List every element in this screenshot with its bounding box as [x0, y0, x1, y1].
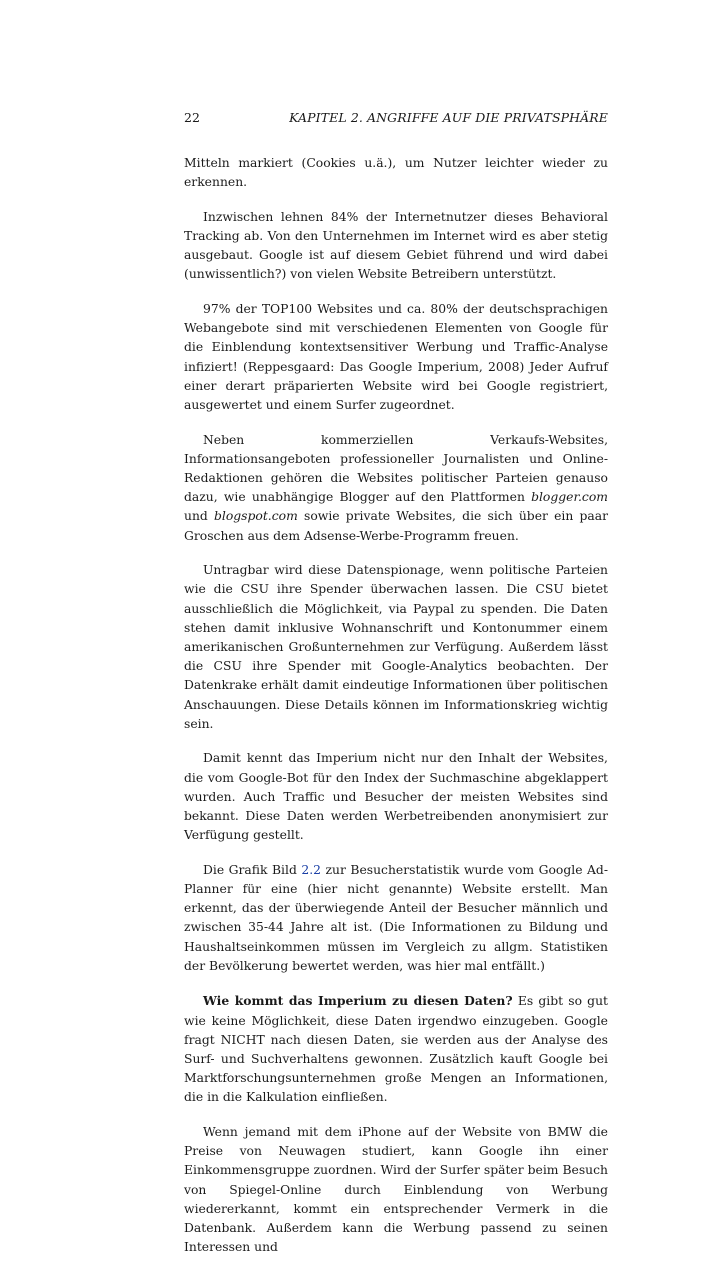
paragraph-imperium-knowledge: Damit kennt das Imperium nicht nur den Inhalt der Websites, die vom Google-Bot für den Index der Suchmaschine abgeklappert wurden. Auch Traffic und Besucher der meisten Websites sind bekannt. Diese Daten werden Werbetreibenden anonymisiert zur Verfügung gestellt. — [184, 751, 608, 843]
paragraph-csu-donors: Untragbar wird diese Datenspionage, wenn politische Parteien wie die CSU ihre Spender überwachen lassen. Die CSU bietet ausschließlich die Möglichkeit, via Paypal zu spenden. Die Daten stehen damit inklusive Wohnanschrift und Kontonummer einem amerikanischen Großunternehmen zur Verfügung. Außerdem lässt die CSU ihre Spender mit Google-Analytics beobachten. Der Datenkrake erhält damit eindeutige Informationen über politischen Anschauungen. Diese Details können im Informationskrieg wichtig sein. — [184, 563, 608, 731]
paragraph-data-sources — [184, 991, 608, 1107]
page-number: 22 — [184, 110, 200, 125]
text-span: und — [184, 509, 214, 524]
figure-reference-link[interactable]: 2.2 — [301, 862, 322, 877]
site-name-blogspot: blogspot.com — [214, 509, 298, 524]
paragraph-top100-websites: 97% der TOP100 Websites und ca. 80% der deutschsprachigen Webangebote sind mit verschiedenen Elementen von Google für die Einblendung kontextsensitiver Werbung und Traffic-Analyse infiziert! (Reppesgaard: Das Google Imperium, 2008) Jeder Aufruf einer derart präparierten Website wird bei Google registriert, ausgewertet und einem Surfer zugeordnet. — [184, 302, 608, 413]
text-span: zur Besucherstatistik wurde vom Google Ad-Planner für eine (hier nicht genannte) Website erstellt. Man erkennt, das der überwiegende Anteil der Besucher männlich und zwischen 35-44 Jahre alt ist. (Die Informationen zu Bildung und Haushaltseinkommen müssen im Vergleich zu allgm. Statistiken der Bevölkerung bewertet werden, was hier mal entfällt.) — [184, 862, 609, 973]
text-span: Es gibt so gut wie keine Möglichkeit, diese Daten irgendwo einzugeben. Google fragt NICHT nach diesen Daten, sie werden aus der Analyse des Surf- und Suchverhaltens gewonnen. Zusätzlich kauft Google bei Marktforschungsunternehmen große Mengen an Informationen, die in die Kalkulation einfließen. — [184, 994, 608, 1105]
paragraph-ad-planner-graphic — [184, 861, 608, 976]
paragraph-continuation: Mitteln markiert (Cookies u.ä.), um Nutzer leichter wieder zu erkennen. — [184, 156, 608, 190]
paragraph-iphone-example: Wenn jemand mit dem iPhone auf der Website von BMW die Preise von Neuwagen studiert, kann Google ihn einer Einkommensgruppe zuordnen. Wird der Surfer später beim Besuch von Spiegel-Online durch Einblendung von Werbung wiedererkannt, kommt ein entsprechender Vermerk in die Datenbank. Außerdem kann die Werbung passend zu seinen Interessen und — [184, 1125, 608, 1255]
paragraph-behavioral-tracking: Inzwischen lehnen 84% der Internetnutzer dieses Behavioral Tracking ab. Von den Unternehmen im Internet wird es aber stetig ausgebaut. Google ist auf diesem Gebiet führend und wird dabei (unwissentlich?) von vielen Website Betreibern unterstützt. — [184, 209, 608, 282]
chapter-title: KAPITEL 2. ANGRIFFE AUF DIE PRIVATSPHÄRE — [289, 110, 608, 125]
text-span: sowie private Websites, die sich über ein paar Groschen aus dem Adsense-Werbe-Programm freuen. — [184, 509, 608, 543]
body-text — [184, 154, 608, 1273]
paragraph-website-types — [184, 431, 608, 546]
bold-question: Wie kommt das Imperium zu diesen Daten? — [203, 993, 513, 1009]
text-span: Neben kommerziellen Verkaufs-Websites, Informationsangeboten professioneller Journalisten und Online-Redaktionen gehören die Websites politischer Parteien genauso dazu, wie unabhängige Blogger auf den Plattformen — [184, 432, 608, 505]
text-span: Die Grafik Bild — [203, 862, 302, 877]
site-name-blogger: blogger.com — [531, 490, 608, 505]
